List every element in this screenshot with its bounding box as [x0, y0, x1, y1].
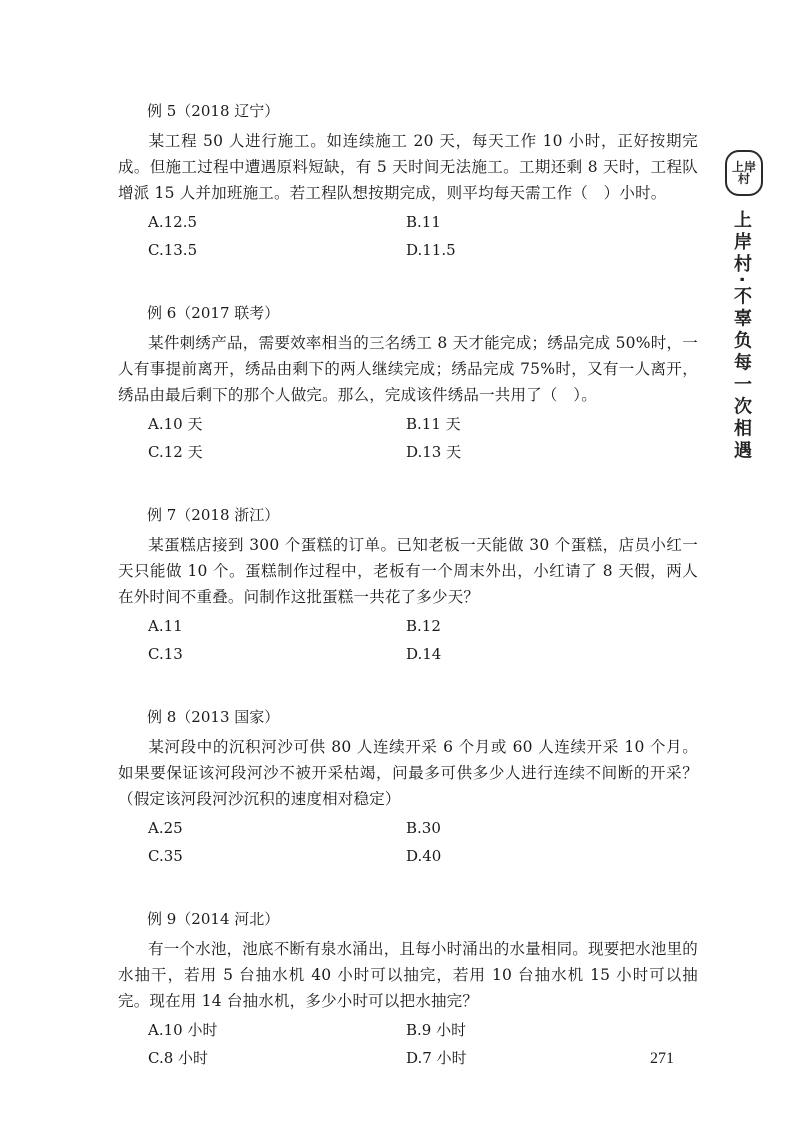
- side-slogan: 上岸村·不辜负每一次相遇: [731, 210, 752, 463]
- seal-text: 上岸村: [731, 160, 756, 186]
- options: [118, 410, 698, 466]
- option-d: D.7 小时: [406, 1049, 467, 1067]
- question-stem: 有一个水池，池底不断有泉水涌出，且每小时涌出的水量相同。现要把水池里的水抽干，若用 5 台抽水机 40 小时可以抽完，若用 10 台抽水机 15 小时可以抽完。现在用 14 台抽水机，多少小时可以把水抽完？: [118, 940, 698, 1010]
- options: [118, 208, 698, 264]
- options: [118, 1016, 698, 1072]
- option-c: C.13.5: [148, 241, 198, 259]
- page-number: 271: [650, 1050, 674, 1067]
- option-d: D.14: [406, 645, 442, 663]
- question-stem: 某河段中的沉积河沙可供 80 人连续开采 6 个月或 60 人连续开采 10 个月。如果要保证该河段河沙不被开采枯竭，问最多可供多少人进行连续不间断的开采？（假定该河段河沙沉积的速度相对稳定）: [118, 738, 698, 808]
- option-c: C.12 天: [148, 443, 203, 461]
- option-d: D.11.5: [406, 241, 456, 259]
- question-stem: 某工程 50 人进行施工。如连续施工 20 天，每天工作 10 小时，正好按期完成。但施工过程中遭遇原料短缺，有 5 天时间无法施工。工期还剩 8 天时，工程队增派 15 人并加班施工。若工程队想按期完成，则平均每天需工作（ ）小时。: [118, 132, 698, 202]
- option-a: A.25: [148, 819, 183, 837]
- example-title: 例 7（2018 浙江）: [147, 506, 280, 524]
- page-content: [118, 98, 698, 1108]
- example-5: [118, 98, 698, 264]
- option-b: B.11 天: [406, 415, 461, 433]
- option-a: A.10 小时: [148, 1021, 218, 1039]
- option-a: A.10 天: [148, 415, 203, 433]
- question-stem: 某件刺绣产品，需要效率相当的三名绣工 8 天才能完成；绣品完成 50%时，一人有事提前离开，绣品由剩下的两人继续完成；绣品完成 75%时，又有一人离开，绣品由最后剩下的那个人做完。那么，完成该件绣品一共用了（ ）。: [118, 334, 698, 404]
- option-c: C.13: [148, 645, 183, 663]
- example-6: [118, 300, 698, 466]
- question-stem: 某蛋糕店接到 300 个蛋糕的订单。已知老板一天能做 30 个蛋糕，店员小红一天只能做 10 个。蛋糕制作过程中，老板有一个周末外出，小红请了 8 天假，两人在外时间不重叠。问制作这批蛋糕一共花了多少天？: [118, 536, 698, 606]
- option-a: A.11: [148, 617, 183, 635]
- option-d: D.13 天: [406, 443, 462, 461]
- option-d: D.40: [406, 847, 442, 865]
- example-8: [118, 704, 698, 870]
- example-9: [118, 906, 698, 1072]
- options: [118, 612, 698, 668]
- option-c: C.35: [148, 847, 183, 865]
- option-b: B.9 小时: [406, 1021, 467, 1039]
- option-b: B.12: [406, 617, 441, 635]
- example-title: 例 8（2013 国家）: [147, 708, 280, 726]
- option-b: B.30: [406, 819, 441, 837]
- example-title: 例 9（2014 河北）: [147, 910, 280, 928]
- logo-seal: [725, 150, 763, 196]
- example-7: [118, 502, 698, 668]
- option-b: B.11: [406, 213, 441, 231]
- example-title: 例 6（2017 联考）: [147, 304, 280, 322]
- option-c: C.8 小时: [148, 1049, 209, 1067]
- example-title: 例 5（2018 辽宁）: [147, 102, 280, 120]
- options: [118, 814, 698, 870]
- option-a: A.12.5: [148, 213, 197, 231]
